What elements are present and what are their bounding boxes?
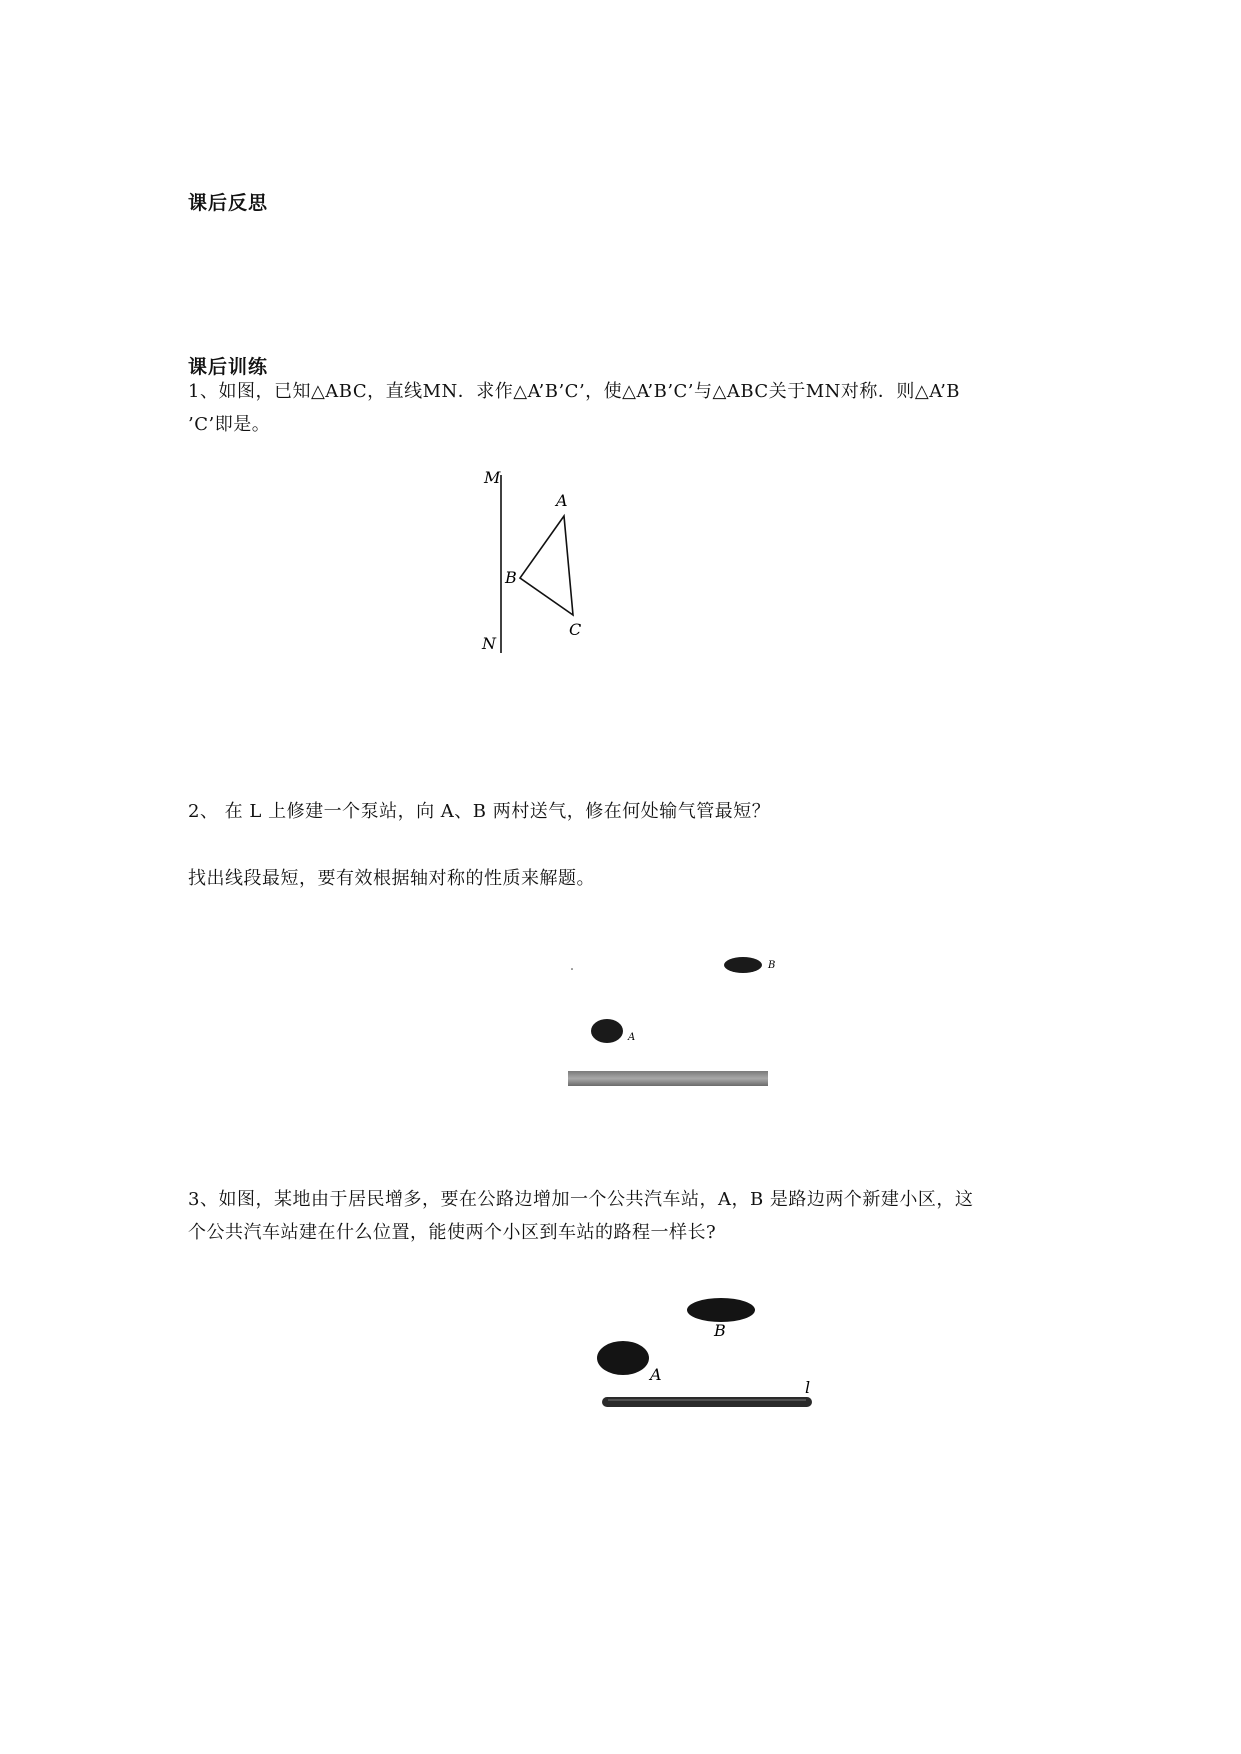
label-c: C [569, 620, 582, 639]
label-a: A [628, 1032, 636, 1043]
question-1-line-2: ’C’即是。 [188, 414, 271, 435]
label-n: N [482, 634, 496, 653]
stray-dot [571, 968, 573, 970]
line-l [568, 1071, 768, 1086]
community-a-blob [597, 1341, 649, 1375]
label-b: B [768, 960, 776, 971]
label-a: A [650, 1365, 662, 1384]
label-a: A [556, 491, 568, 510]
question-3-line-2: 个公共汽车站建在什么位置，能使两个小区到车站的路程一样长? [188, 1222, 717, 1243]
question-1-text [188, 375, 1093, 441]
question-3-line-1: 3、如图，某地由于居民增多，要在公路边增加一个公共汽车站，A，B 是路边两个新建小区，这 [188, 1189, 974, 1210]
figure-triangle-mn [470, 460, 600, 660]
question-3-text [188, 1183, 1093, 1249]
label-m: M [484, 468, 501, 487]
section-heading-training: 课后训练 [188, 356, 269, 378]
question-2-text: 2、 在 L 上修建一个泵站，向 A、B 两村送气，修在何处输气管最短？ [188, 801, 771, 822]
road-l [602, 1397, 812, 1407]
label-b: B [714, 1321, 726, 1340]
question-1-line-1: 1、如图，已知△ABC，直线MN．求作△A’B’C’，使△A’B’C’与△ABC关于MN对称．则△A’B [188, 381, 961, 402]
village-a-blob [591, 1019, 623, 1043]
figure-pump-station [560, 945, 800, 1095]
section-heading-reflection: 课后反思 [188, 192, 269, 214]
community-b-blob [687, 1298, 755, 1322]
figure-bus-stop [590, 1290, 830, 1420]
label-b: B [505, 568, 517, 587]
village-b-blob [724, 957, 762, 973]
question-2-hint: 找出线段最短，要有效根据轴对称的性质来解题。 [188, 868, 595, 889]
label-l: l [805, 1378, 811, 1397]
triangle-abc [520, 516, 573, 615]
